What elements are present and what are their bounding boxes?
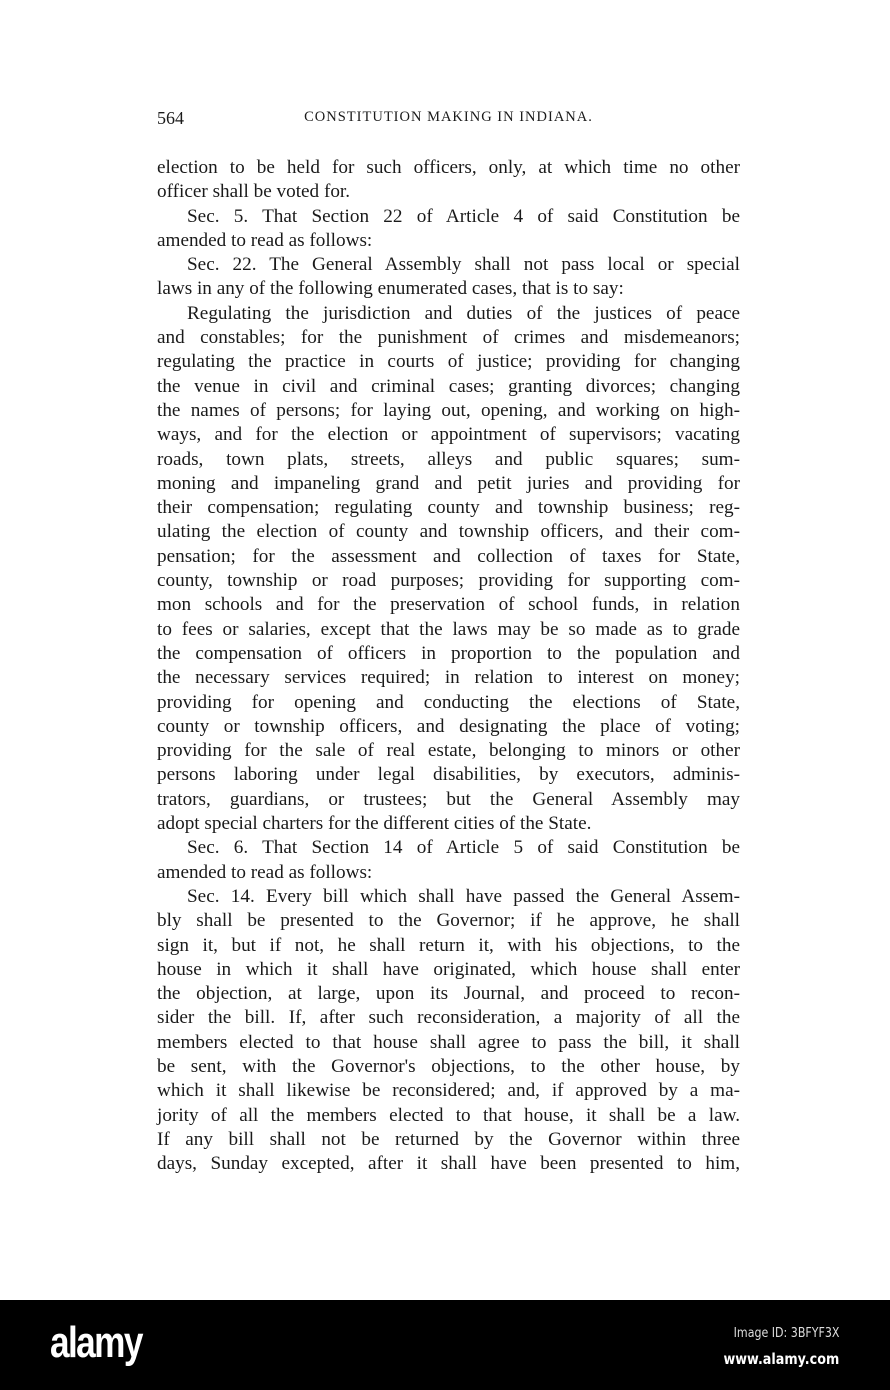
- paragraph: [157, 253, 740, 302]
- text-line: adopt special charters for the different cities of the State.: [157, 813, 592, 835]
- page-header: [157, 108, 740, 132]
- paragraph: [157, 156, 740, 205]
- text-line: ulating the election of county and township officers, and their com-: [157, 521, 740, 543]
- text-line: to fees or salaries, except that the laws may be so made as to grade: [157, 618, 740, 640]
- text-line: house in which it shall have originated, which house shall enter: [157, 958, 740, 980]
- text-line: bly shall be presented to the Governor; if he approve, he shall: [157, 910, 740, 932]
- text-line: regulating the practice in courts of justice; providing for changing: [157, 351, 740, 373]
- paragraph: [157, 885, 740, 1177]
- site-url: www.alamy.com: [723, 1350, 839, 1368]
- text-line: moning and impaneling grand and petit juries and providing for: [157, 472, 740, 494]
- image-id: Image ID: 3BFYF3X: [733, 1326, 839, 1341]
- text-line: pensation; for the assessment and collection of taxes for State,: [157, 545, 740, 567]
- text-line: election to be held for such officers, only, at which time no other: [157, 157, 740, 178]
- text-line: laws in any of the following enumerated cases, that is to say:: [157, 278, 624, 300]
- text-line: be sent, with the Governor's objections, to the other house, by: [157, 1055, 740, 1077]
- text-line: sign it, but if not, he shall return it, with his objections, to the: [157, 934, 740, 956]
- text-line: jority of all the members elected to that house, it shall be a law.: [157, 1104, 740, 1126]
- paragraph: [157, 205, 740, 254]
- text-line: the objection, at large, upon its Journal, and proceed to recon-: [157, 983, 740, 1005]
- text-line: roads, town plats, streets, alleys and public squares; sum-: [157, 448, 740, 470]
- text-line: Sec. 6. That Section 14 of Article 5 of said Constitution be: [187, 837, 740, 859]
- text-line: the venue in civil and criminal cases; granting divorces; changing: [157, 375, 740, 397]
- text-line: and constables; for the punishment of crimes and misdemeanors;: [157, 327, 740, 349]
- text-line: amended to read as follows:: [157, 229, 373, 251]
- text-line: which it shall likewise be reconsidered; and, if approved by a ma-: [157, 1080, 740, 1102]
- text-line: officer shall be voted for.: [157, 181, 351, 203]
- text-line: the names of persons; for laying out, opening, and working on high-: [157, 399, 740, 421]
- paragraph: [157, 836, 740, 885]
- text-line: sider the bill. If, after such reconsideration, a majority of all the: [157, 1007, 740, 1029]
- text-line: Sec. 14. Every bill which shall have passed the General Assem-: [187, 885, 740, 907]
- text-line: the compensation of officers in proportion to the population and: [157, 642, 740, 664]
- text-line: their compensation; regulating county and township business; reg-: [157, 497, 740, 519]
- text-line: persons laboring under legal disabilities, by executors, adminis-: [157, 764, 740, 786]
- text-line: providing for opening and conducting the elections of State,: [157, 691, 740, 713]
- text-line: members elected to that house shall agree to pass the bill, it shall: [157, 1031, 740, 1053]
- alamy-logo: alamy: [50, 1318, 142, 1367]
- body-text: [157, 156, 740, 1176]
- text-line: Sec. 22. The General Assembly shall not pass local or special: [187, 254, 740, 276]
- text-line: Regulating the jurisdiction and duties of the justices of peace: [187, 302, 740, 324]
- text-line: trators, guardians, or trustees; but the General Assembly may: [157, 788, 740, 810]
- text-line: days, Sunday excepted, after it shall have been presented to him,: [157, 1153, 740, 1175]
- text-line: the necessary services required; in relation to interest on money;: [157, 667, 740, 689]
- text-line: ways, and for the election or appointment of supervisors; vacating: [157, 424, 740, 446]
- text-line: county or township officers, and designating the place of voting;: [157, 715, 740, 737]
- paragraph: [157, 302, 740, 837]
- text-line: county, township or road purposes; providing for supporting com-: [157, 570, 740, 592]
- page-number: 564: [157, 108, 184, 128]
- text-line: amended to read as follows:: [157, 861, 373, 883]
- text-line: Sec. 5. That Section 22 of Article 4 of said Constitution be: [187, 205, 740, 227]
- text-line: If any bill shall not be returned by the Governor within three: [157, 1128, 740, 1150]
- text-line: providing for the sale of real estate, belonging to minors or other: [157, 740, 740, 762]
- text-line: mon schools and for the preservation of school funds, in relation: [157, 594, 740, 616]
- running-title: CONSTITUTION MAKING IN INDIANA.: [304, 109, 593, 125]
- watermark-banner: [0, 1300, 890, 1390]
